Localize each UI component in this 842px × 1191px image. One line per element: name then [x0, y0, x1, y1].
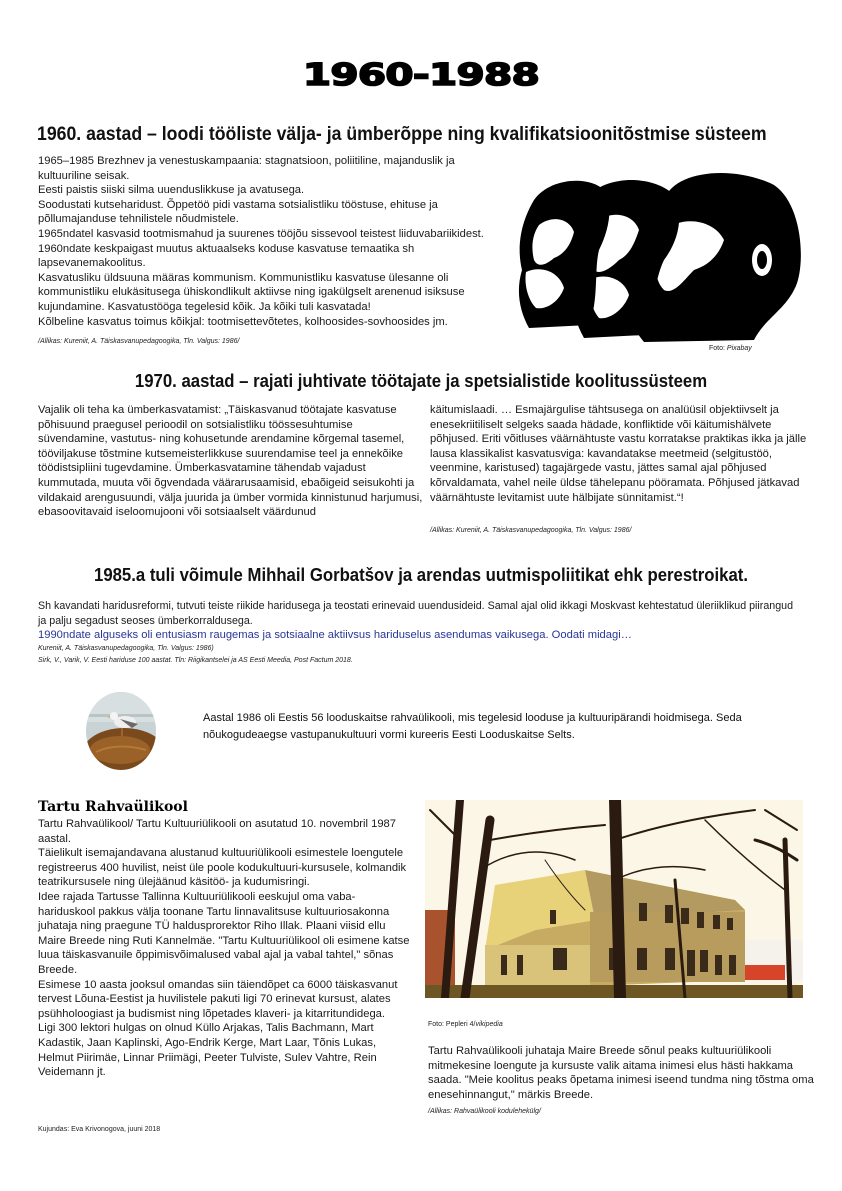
source-citation: /Allikas: Kureniit, A. Täiskasvanupedagoogika, Tln. Valgus: 1986/ — [430, 527, 632, 534]
source-citation: Sirk, V., Varik, V. Eesti hariduse 100 aastat. Tln: Riigikantselei ja AS Eesti Meedia, Post Factum 2018. — [38, 657, 353, 664]
paragraph: Eesti paistis siiski silma uuenduslikkuse ja avatusega. — [38, 184, 305, 197]
tartu-building-photo — [425, 800, 803, 998]
source-citation: Kureniit, A. Täiskasvanupedagoogika, Tln. Valgus: 1986) — [38, 645, 214, 652]
section-heading-1970: 1970. aastad – rajati juhtivate töötajate ja spetsialistide koolitussüsteem — [134, 371, 708, 391]
paragraph: Täielikult isemajandavana alustanud kultuuriülikooli esimestele loengutele registreerus 400 huvilist, neist üle poole kodukultuuri-kursusele, kolmandik teatrikursusele ning ülejäänud käsitöö- ja kudumisringi. — [38, 847, 407, 889]
source-citation: /Allikas: Rahvaülikooli kodulehekülg/ — [428, 1108, 541, 1115]
page-title: 1960-1988 — [302, 58, 540, 93]
paragraph: 1965ndatel kasvasid tootmismahud ja suurenes tööjõu sissevool teistest liiduvabariikidest. — [38, 227, 484, 240]
section-1970-column-2: käitumislaadi. … Esmajärgulise tähtsusega on analüüsil objektiivselt ja enesekriitiliselt selgeks saada hädade, konfliktide või käitumishälvete põhjused. Eriti võitluses väärnähtuste vastu korratakse praktikas ikka ja jälle lausa klassikalist kasvatusviga: kavandatakse meetmeid (selgitustöö, veenmine, karistused) tagajärgede vastu, jättes samal ajal põhjused kõrvaldamata, vahel neile üldse tähelepanu pööramata. Põhjused jätkavad väärnähtuste levitamist uute hälbijate sünnitamist.“! — [430, 404, 807, 504]
paragraph: Ligi 300 lektori hulgas on olnud Küllo Arjakas, Talis Bachmann, Mart Kadastik, Jaan Kaplinski, Ago-Endrik Kerge, Mart Laar, Tõnis Lukas, Helmut Piirimäe, Linnar Priimägi, Peeter Tulviste, Sulev Vahtre, Rein Veidemann jt. — [38, 1022, 377, 1079]
section-1960-text — [38, 154, 508, 329]
seagull-photo — [86, 692, 156, 770]
section-1985-text: Sh kavandati haridusreformi, tutvuti teiste riikide haridusega ja teostati erinevaid uuendusideid. Samal ajal olid ikkagi Moskvast kehtestatud üleriiklikud piirangud ja palju segadust seoses ümberkorraldusega. — [38, 600, 794, 627]
image-credit — [709, 345, 752, 352]
credit-name: Pixabay — [726, 345, 752, 352]
credit-name: vikipedia — [475, 1021, 503, 1028]
section-1970-column-1: Vajalik oli teha ka ümberkasvatamist: „Täiskasvanud töötajate kasvatuse põhisuund praegusel perioodil on sotsialistliku töössesuhtumise süvendamine, vastutus- ning kohusetunde arendamine kõrgemal tasemel, tööviljakuse tõstmine kutsemeisterlikkuse suurendamise teel ja ennekõike töödistsipliini tugevdamine. Ümberkasvatamine tähendab vajadust kummutada, muuta või õgvendada väärarusaamisid, ebaõigeid seisukohti ja vildakaid arengusuundi, välja juurida ja ümber vormida kinnistunud harjumusi, ebasoovitavaid iseloomujooni või sotsiaalselt väärdunud — [38, 404, 423, 519]
credit-label: Foto: Pepleri 4/ — [428, 1021, 476, 1028]
paragraph: Kõlbeline kasvatus toimus kõikjal: tootmisettevõtetes, kolhoosides-sovhoosides jm. — [38, 315, 448, 328]
marx-engels-lenin-silhouette-image — [514, 160, 802, 342]
breede-quote: Tartu Rahvaülikooli juhataja Maire Breede sõnul peaks kultuuriülikooli mitmekesine loengute ja kursuste valik aitama inimesi elus hästi hakkama saada. "Meie koolitus peaks õpetama inimesi iseend tundma ning tõstma oma enesehinnangut," märkis Breede. — [428, 1045, 814, 1101]
section-heading-1960: 1960. aastad – loodi tööliste välja- ja ümberõppe ning kvalifikatsioonitõstmise süsteem — [37, 124, 767, 145]
section-1985-highlight: 1990ndate alguseks oli entusiasm raugemas ja sotsiaalne aktiivsus hariduselus asendumas vaikusega. Oodati midagi… — [38, 629, 632, 641]
source-citation: /Allikas: Kureniit, A. Täiskasvanupedagoogika, Tln. Valgus: 1986/ — [38, 338, 240, 345]
paragraph: Idee rajada Tartusse Tallinna Kultuuriülikooli eeskujul oma vaba-hariduskool pakkus välja toonane Tartu linnavalitsuse kultuuriosakonna juhataja ning praegune TÜ haldusprorektor Riho Illak. Plaani viisid ellu Maire Breede ning Ruti Kannelmäe. "Tartu Kultuuriülikool oli esimene katse luua täiskasvanuile õppimisvõimalused vabal ajal ja vabal tahtel," sõnas Breede. — [38, 890, 410, 976]
image-credit — [428, 1021, 503, 1028]
paragraph: 1965–1985 Brezhnev ja venestuskampaania: stagnatsioon, poliitiline, majanduslik ja kultuuriline seisak. — [38, 155, 455, 182]
section-tartu-text — [38, 817, 410, 1080]
paragraph: Esimese 10 aasta jooksul omandas siin täiendõpet ca 6000 täiskasvanut tervest Lõuna-Eestist ja huvilistele pakuti ligi 70 erinevat kursust, alates psühholoogiast ja budismist ning lõpetades klaveri- ja kitarritundidega. — [38, 978, 398, 1020]
section-1986-text: Aastal 1986 oli Eestis 56 looduskaitse rahvaülikooli, mis tegelesid looduse ja kultuuripärandi hoidmisega. Seda nõukogudeaegse vastupanukultuuri vormi kureeris Eesti Looduskaitse Selts. — [203, 712, 742, 741]
paragraph: Soodustati kutseharidust. Õppetöö pidi vastama sotsialistliku tööstuse, ehituse ja põllumajanduse tehnilistele nõudmistele. — [38, 198, 438, 226]
paragraph: 1960ndate keskpaigast muutus aktuaalseks koduse kasvatuse temaatika sh lapsevanemakoolitus. — [38, 242, 415, 270]
credit-label: Foto: — [709, 345, 727, 352]
section-heading-1985: 1985.a tuli võimule Mihhail Gorbatšov ja arendas uutmispoliitikat ehk perestroikat. — [94, 565, 748, 585]
section-heading-tartu: Tartu Rahvaülikool — [38, 799, 188, 815]
designer-credit: Kujundas: Eva Krivonogova, juuni 2018 — [38, 1126, 161, 1133]
paragraph: Tartu Rahvaülikool/ Tartu Kultuuriülikooli on asutatud 10. novembril 1987 aastal. — [38, 818, 397, 845]
paragraph: Kasvatusliku üldsuuna määras kommunism. Kommunistliku kasvatuse ülesanne oli kommunistliku elukäsitusega ühiskondlikult aktiivse ning igakülgselt arenenud isiksuse kujundamine. Kasvatustööga tegelesid kõik. Ja kõiki tuli kasvatada! — [38, 271, 465, 313]
